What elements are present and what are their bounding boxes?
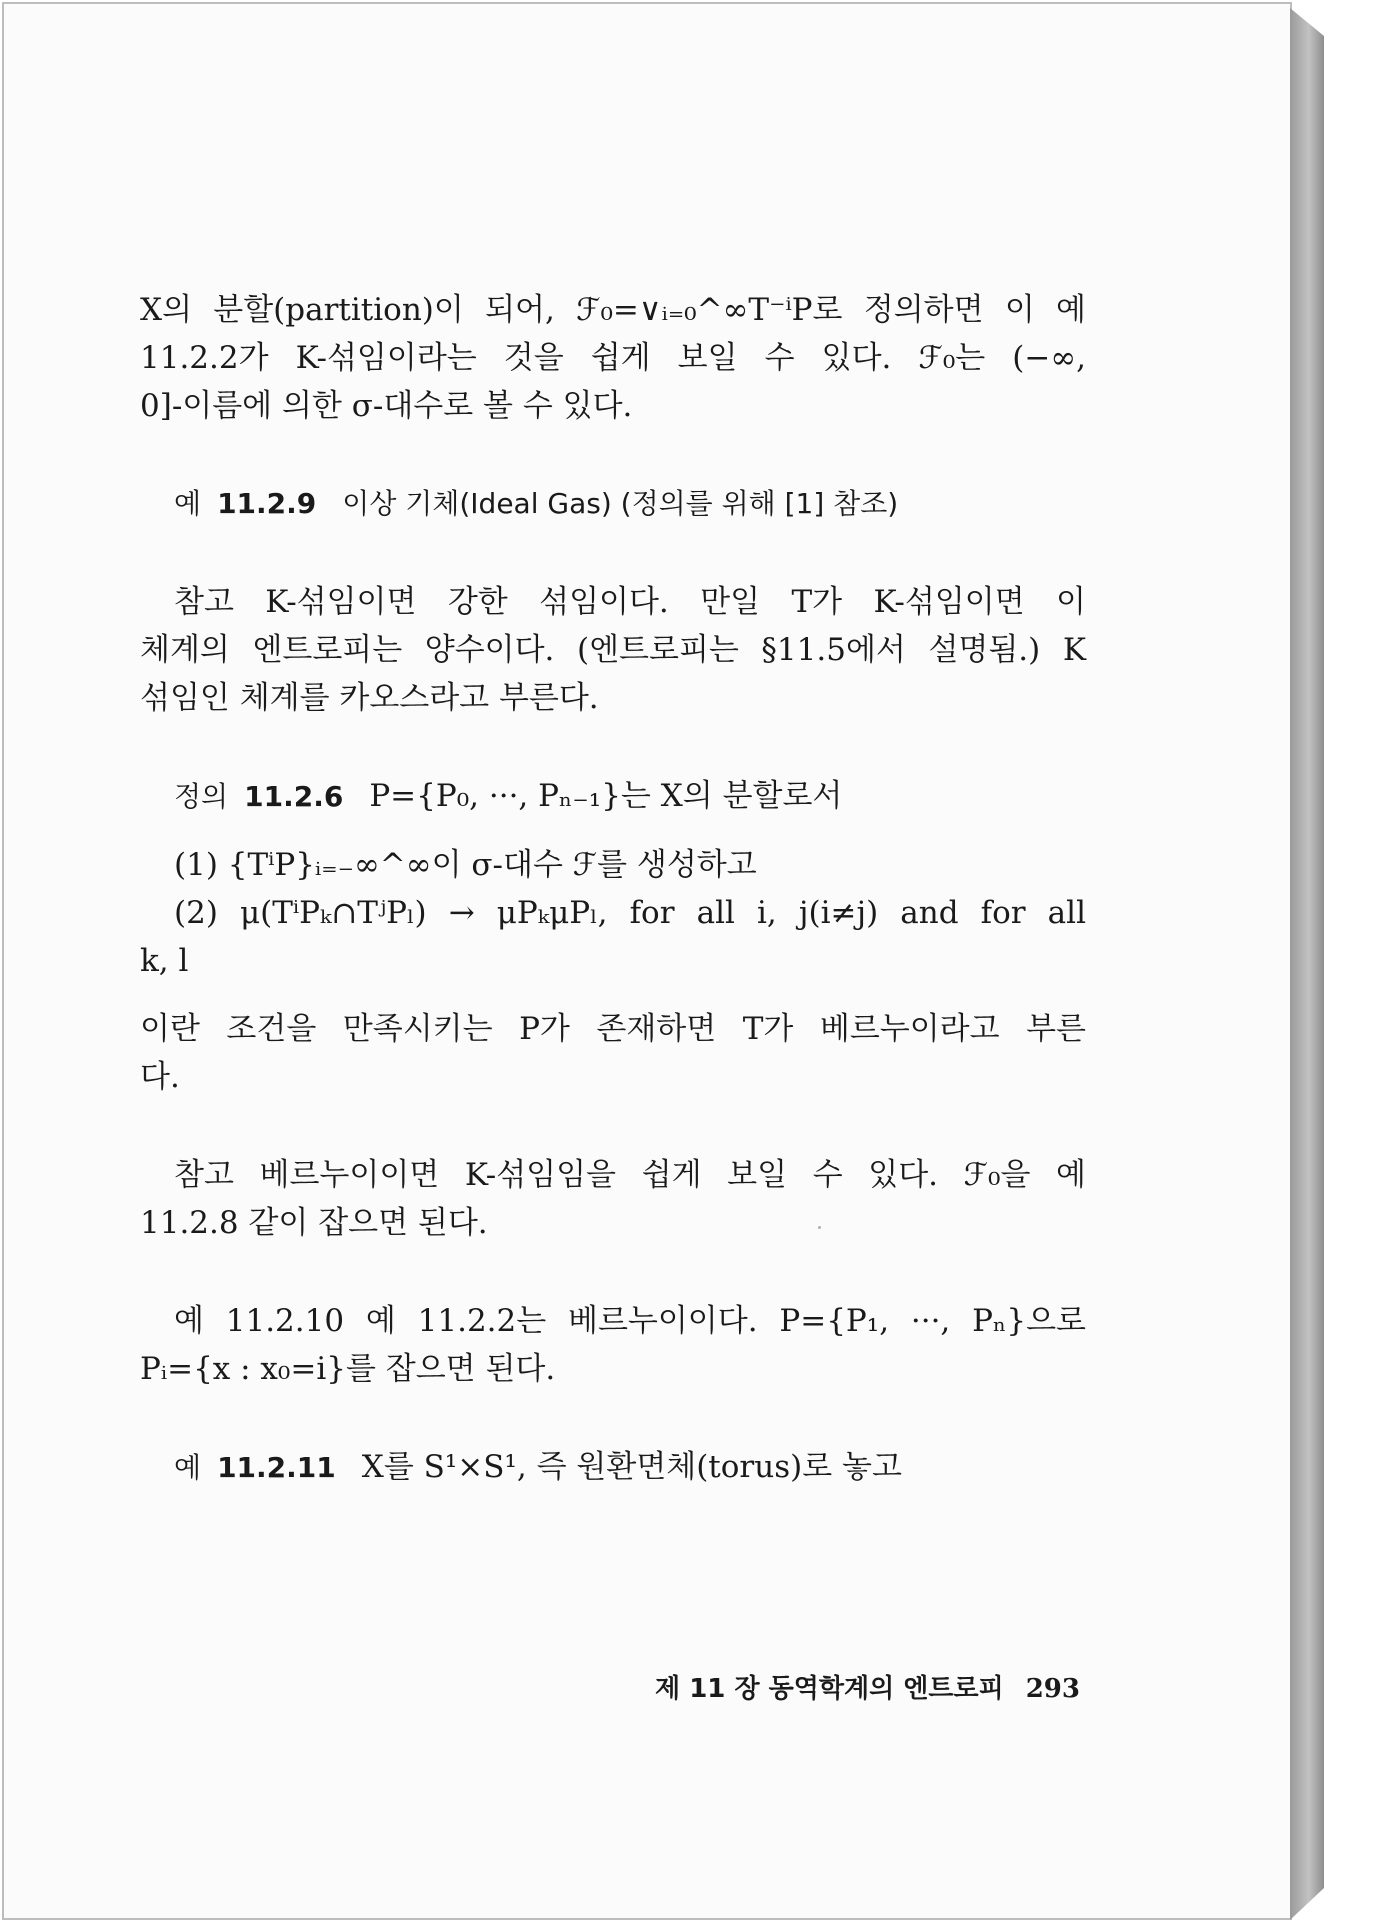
page-number: 293 [1025,1674,1080,1704]
text-line: X의 분할(partition)이 되어, ℱ₀=∨ᵢ₌₀^∞T⁻ⁱP로 정의하면 이 예 [140,292,1086,328]
text-line: 체계의 엔트로피는 양수이다. (엔트로피는 §11.5에서 설명됨.) K [140,632,1086,668]
text-line: 0]-이름에 의한 σ-대수로 볼 수 있다. [140,388,633,424]
definition-11-2-6 [140,772,1086,821]
text-line: (2) μ(TⁱPₖ∩TʲPₗ) → μPₖμPₗ, for all i, j(i≠j) and for all [174,895,1086,931]
text-line: 참고 베르누이이면 K-섞임임을 쉽게 보일 수 있다. ℱ₀을 예 [174,1157,1086,1193]
example-11-2-11 [140,1443,1086,1492]
example-number: 11.2.11 [217,1451,336,1484]
text-line: k, l [140,943,189,979]
definition-number: 11.2.6 [244,780,344,813]
note-bernoulli [140,1151,1086,1247]
text-line: 예 11.2.10 예 11.2.2는 베르누이이다. P={P₁, ···, Pₙ}으로 [174,1303,1086,1339]
running-footer [632,1668,1080,1705]
example-number: 11.2.9 [217,487,317,520]
example-label: 예 [174,1451,202,1484]
example-text: X를 S¹×S¹, 즉 원환면체(torus)로 놓고 [361,1449,902,1485]
page-stack-edge [1290,8,1324,1920]
condition-1: (1) {TⁱP}ᵢ₌₋∞^∞이 σ-대수 ℱ를 생성하고 [174,847,757,883]
paragraph-partition [140,286,1086,430]
text-line: 11.2.2가 K-섞임이라는 것을 쉽게 보일 수 있다. ℱ₀는 (−∞, [140,340,1086,376]
example-11-2-10 [140,1297,1086,1393]
chapter-title: 제 11 장 동역학계의 엔트로피 [655,1674,1004,1704]
text-line: Pᵢ={x : x₀=i}를 잡으면 된다. [140,1351,556,1387]
paragraph-bernoulli-def [140,1005,1086,1101]
text-line: 다. [140,1059,180,1095]
example-11-2-9 [140,480,1086,528]
text-line: 11.2.8 같이 잡으면 된다. [140,1205,488,1241]
definition-label: 정의 [174,780,229,813]
example-text: 이상 기체(Ideal Gas) (정의를 위해 [1] 참조) [342,487,899,520]
page-body [140,286,1086,1492]
text-line: 이란 조건을 만족시키는 P가 존재하면 T가 베르누이라고 부른 [140,1011,1086,1047]
text-line: 섞임인 체계를 카오스라고 부른다. [140,680,599,716]
definition-text: P={P₀, ···, Pₙ₋₁}는 X의 분할로서 [369,778,843,814]
example-label: 예 [174,487,202,520]
text-line: 참고 K-섞임이면 강한 섞임이다. 만일 T가 K-섞임이면 이 [174,584,1086,620]
condition-2 [140,889,1086,985]
note-k-mixing [140,578,1086,722]
